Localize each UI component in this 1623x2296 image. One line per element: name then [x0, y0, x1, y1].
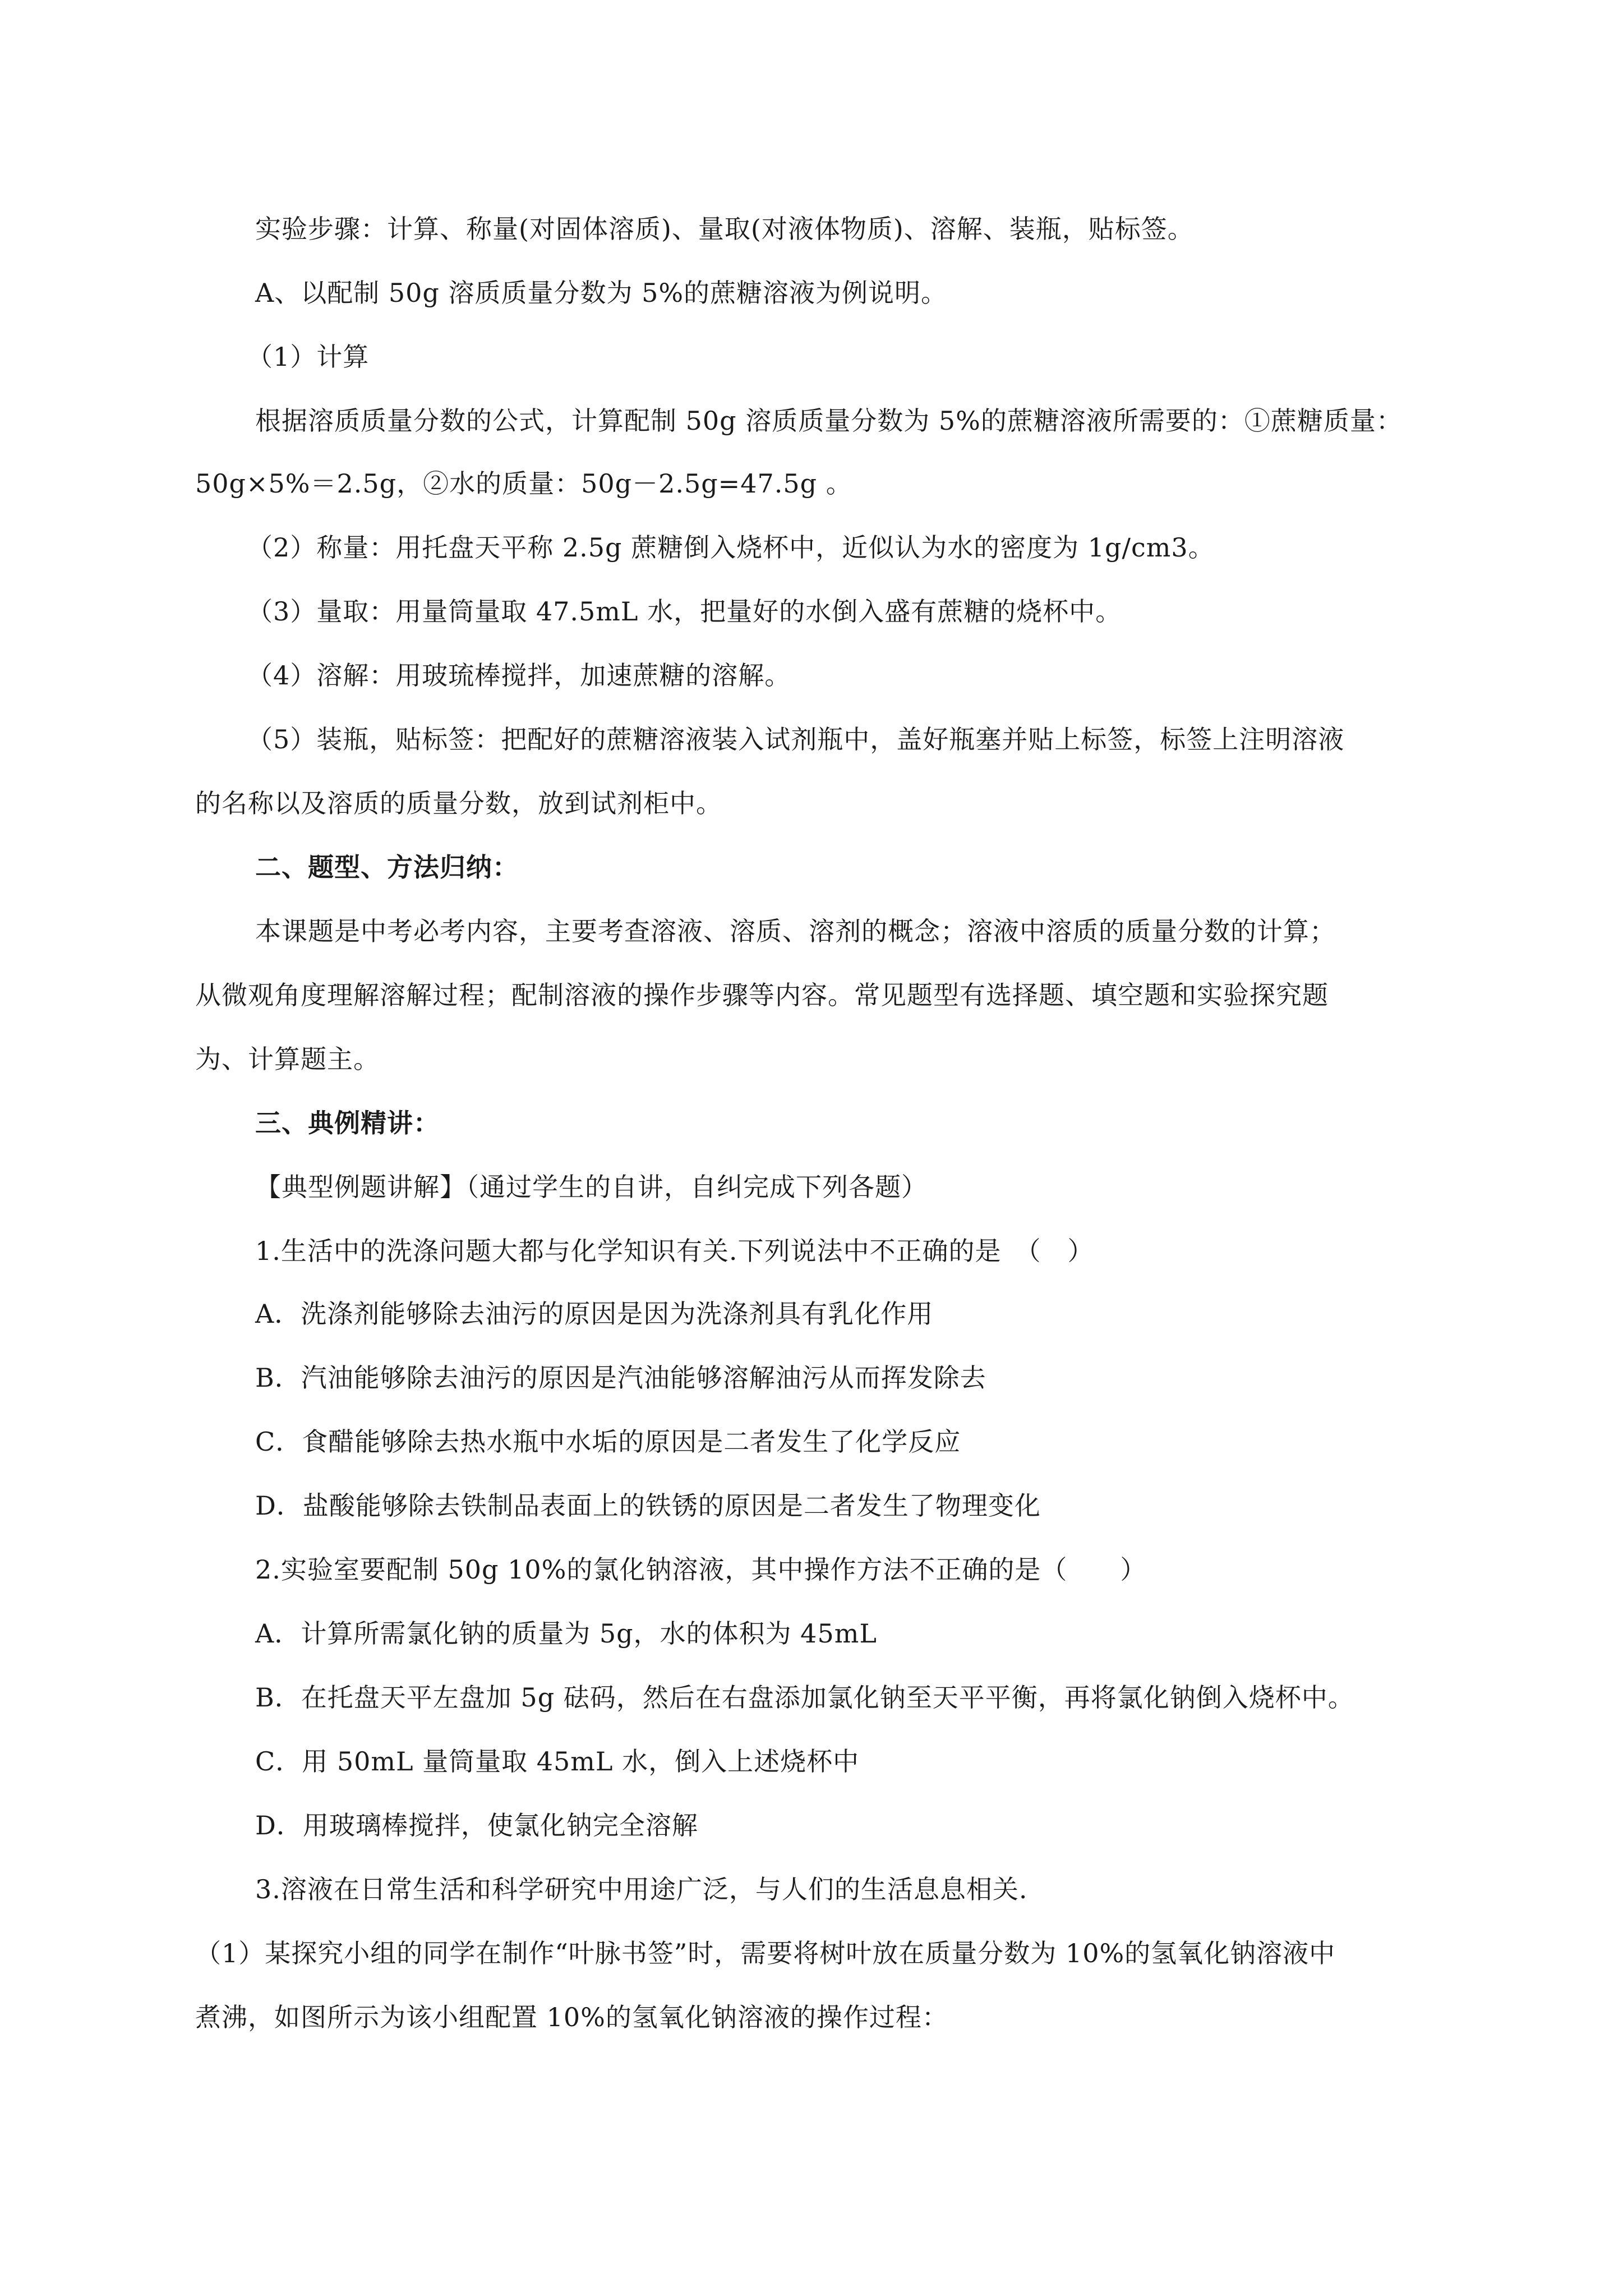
text-line: 煮沸，如图所示为该小组配置 10%的氢氧化钠溶液的操作过程： — [195, 2002, 948, 2032]
text-line: 从微观角度理解溶解过程；配制溶液的操作步骤等内容。常见题型有选择题、填空题和实验探究题 — [195, 980, 1329, 1010]
text-line: （3）量取：用量筒量取 47.5mL 水，把量好的水倒入盛有蔗糖的烧杯中。 — [247, 596, 1122, 627]
question-stem: 1.生活中的洗涤问题大都与化学知识有关.下列说法中不正确的是 （ ） — [255, 1236, 1094, 1266]
text-line: 的名称以及溶质的质量分数，放到试剂柜中。 — [195, 788, 722, 818]
text-line: （4）溶解：用玻琉棒搅拌，加速蔗糖的溶解。 — [247, 660, 791, 691]
section-heading: 二、题型、方法归纳： — [255, 852, 519, 882]
answer-option: D．盐酸能够除去铁制品表面上的铁锈的原因是二者发生了物理变化 — [255, 1490, 1041, 1521]
text-line: （2）称量：用托盘天平称 2.5g 蔗糖倒入烧杯中，近似认为水的密度为 1g/cm3。 — [247, 532, 1215, 563]
question-stem: 2.实验室要配制 50g 10%的氯化钠溶液，其中操作方法不正确的是（ ） — [255, 1554, 1147, 1585]
text-line: A、以配制 50g 溶质质量分数为 5%的蔗糖溶液为例说明。 — [255, 278, 948, 308]
text-line: 【典型例题讲解】（通过学生的自讲，自纠完成下列各题） — [255, 1172, 928, 1202]
text-line: （5）装瓶，贴标签：把配好的蔗糖溶液装入试剂瓶中，盖好瓶塞并贴上标签，标签上注明溶液 — [247, 724, 1345, 754]
text-line: 根据溶质质量分数的公式，计算配制 50g 溶质质量分数为 5%的蔗糖溶液所需要的：①蔗糖质量： — [255, 406, 1403, 436]
answer-option: C．用 50mL 量筒量取 45mL 水，倒入上述烧杯中 — [255, 1746, 860, 1777]
answer-option: C．食醋能够除去热水瓶中水垢的原因是二者发生了化学反应 — [255, 1427, 961, 1457]
answer-option: B．汽油能够除去油污的原因是汽油能够溶解油污从而挥发除去 — [255, 1363, 986, 1393]
text-line: 为、计算题主。 — [195, 1044, 380, 1074]
text-line: （1）计算 — [247, 342, 370, 372]
section-heading: 三、典例精讲： — [255, 1108, 440, 1138]
answer-option: B．在托盘天平左盘加 5g 砝码，然后在右盘添加氯化钠至天平平衡，再将氯化钠倒入烧杯中。 — [255, 1682, 1354, 1713]
question-stem: 3.溶液在日常生活和科学研究中用途广泛，与人们的生活息息相关. — [255, 1874, 1028, 1904]
answer-option: A．洗涤剂能够除去油污的原因是因为洗涤剂具有乳化作用 — [255, 1299, 934, 1329]
answer-option: D．用玻璃棒搅拌，使氯化钠完全溶解 — [255, 1810, 698, 1841]
answer-option: A．计算所需氯化钠的质量为 5g，水的体积为 45mL — [255, 1618, 877, 1649]
text-line: 本课题是中考必考内容，主要考查溶液、溶质、溶剂的概念；溶液中溶质的质量分数的计算； — [255, 916, 1336, 946]
text-line: 实验步骤：计算、称量(对固体溶质)、量取(对液体物质)、溶解、装瓶，贴标签。 — [255, 214, 1194, 244]
text-line: 50g×5%＝2.5g，②水的质量：50g－2.5g=47.5g 。 — [195, 468, 852, 499]
text-line: （1）某探究小组的同学在制作“叶脉书签”时，需要将树叶放在质量分数为 10%的氢氧化钠溶液中 — [195, 1938, 1336, 1968]
